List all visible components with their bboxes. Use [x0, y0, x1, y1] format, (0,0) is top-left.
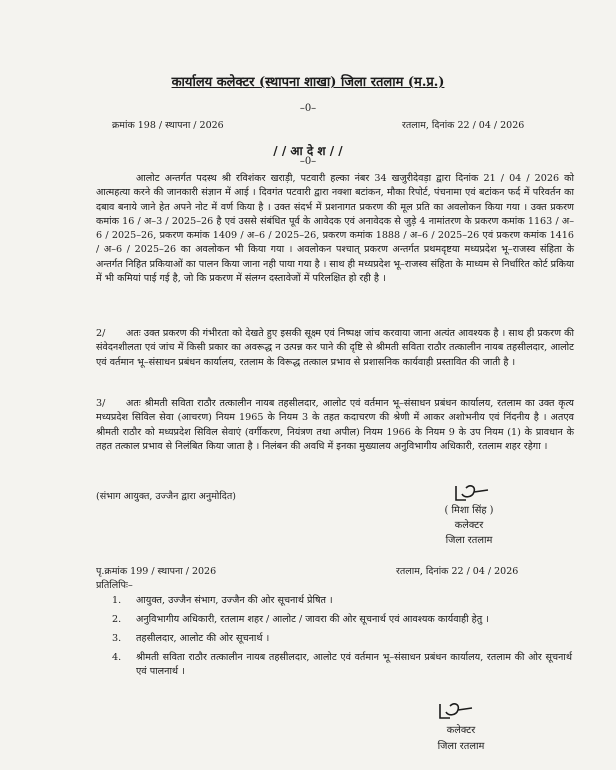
paragraph-3-text: अतः श्रीमती सविता राठौर तत्कालीन नायब तहसीलदार, आलोट एवं वर्तमान भू–संसाधन प्रबंधन कार्यालय, रतलाम का उक्त कृत्य मध्यप्रदेश सिविल सेवा (आचरण) नियम 1965 के नियम 3 के तहत कदाचरण की श्रेणी में आकर अशोभनीय एवं निंदनीय है । अतएव श्रीमती राठौर को मध्यप्रदेश सिविल सेवाएं (वर्गीकरण, नियंत्रण तथा अपील) नियम 1966 के नियम 9 के उप नियम (1) के प्रावधान के तहत तत्काल प्रभाव से निलंबित किया जाता है । निलंबन की अवधि में इनका मुख्यालय अनुविभागीय अधिकारी, रतलाम शहर रहेगा ।	[96, 398, 574, 452]
heading-separator: –0–	[299, 156, 317, 167]
separator-mark: –0–	[299, 103, 317, 114]
order-number: क्रमांक 198 / स्थापना / 2026	[112, 120, 224, 131]
copy-item: 2. अनुविभागीय अधिकारी, रतलाम शहर / आलोट / जावरा की ओर सूचनार्थ एवं आवश्यक कार्यवाही हेतु ।	[112, 614, 489, 625]
signature-scribble	[452, 482, 492, 504]
signatory-district: जिला रतलाम	[445, 535, 493, 546]
signature-scribble	[436, 700, 476, 722]
copy-item: 3. तहसीलदार, आलोट की ओर सूचनार्थ ।	[112, 633, 270, 644]
paragraph-3-number: 3/	[96, 398, 106, 409]
collector-district: जिला रतलाम	[437, 741, 485, 752]
paragraph-2-number: 2/	[96, 328, 106, 339]
copy-list	[112, 594, 572, 684]
paragraph-2	[96, 327, 574, 370]
collector-designation: कलेक्टर	[446, 725, 476, 736]
approval-note: (संभाग आयुक्त, उज्जैन द्वारा अनुमोदित)	[96, 491, 236, 502]
order-heading: / / आ दे श / /	[273, 144, 343, 158]
endorsement-date: रतलाम, दिनांक 22 / 04 / 2026	[396, 566, 519, 577]
paragraph-3	[96, 397, 574, 454]
signatory-designation: कलेक्टर	[454, 520, 484, 531]
copy-item: 4. श्रीमती सविता राठौर तत्कालीन नायब तहसीलदार, आलोट एवं वर्तमान भू–संसाधन प्रबंधन कार्यालय, रतलाम की ओर सूचनार्थ एवं पालनार्थ ।	[112, 652, 572, 677]
office-title: कार्यालय कलेक्टर (स्थापना शाखा) जिला रतलाम (म.प्र.)	[171, 75, 445, 90]
paragraph-1: आलोट अन्तर्गत पदस्थ श्री रविशंकर खराड़ी, पटवारी हल्का नंबर 34 खजुरीदेवड़ा द्वारा दिनांक 21 / 04 / 2026 को आत्महत्या करने की जानकारी संज्ञान में आई । दिवगंत पटवारी द्वारा नक्शा बटांकन, मौका रिपोर्ट, पंचनामा एवं बटांकन फर्द में परिवर्तन का दबाव बनाये जाने हेत अपने नोट में वर्ण किया है । उक्त संदर्भ में प्रशनागत प्रकरण की मूल प्रति का अवलोकन किया गया । उक्त प्रकरण कमांक 16 / अ–3 / 2025–26 है एवं उससे संबंधित पूर्व के आवेदक एवं अनावेदक से जुड़े 4 नामांतरण के प्रकरण कमांक 1163 / अ–6 / 2025–26, प्रकरण कमांक 1409 / अ–6 / 2025–26, प्रकरण कमांक 1888 / अ–6 / 2025–26 एवं प्रकरण कमांक 1416 / अ–6 / 2025–26 का अवलोकन भी किया गया । अवलोकन पश्चात् प्रकरण अन्तर्गत प्रथमदृष्टया मध्यप्रदेश भू–राजस्व संहिता के अन्तर्गत निहित प्रकियाओं का पालन किया जाना नही पाया गया है । साथ ही मध्यप्रदेश भू–राजस्व संहिता के माध्यम से निर्धारित कोर्ट प्रकिया में भी कमियां पाई गई है, जो कि प्रकरण में संलग्न दस्तावेजों में परिलक्षित हो रही है ।	[96, 173, 574, 285]
place-date: रतलाम, दिनांक 22 / 04 / 2026	[402, 120, 525, 131]
endorsement-number: पृ.क्रमांक 199 / स्थापना / 2026	[96, 566, 217, 577]
paragraph-2-text: अतः उक्त प्रकरण की गंभीरता को देखते हुए इसकी सूक्ष्म एवं निष्पक्ष जांच करवाया जाना अत्यंत आवश्यक है । साथ ही प्रकरण की संवेदनशीलता एवं जांच में किसी प्रकार का अवरूद्ध न उत्पन्न कर पाने की दृष्टि से श्रीमती सविता राठौर तत्कालीन नायब तहसीलदार, आलोट एवं वर्तमान भू–संसाधन प्रबंधन कार्यालय, रतलाम के विरूद्ध तत्काल प्रभाव से प्रशासनिक कार्यवाही प्रस्तावित की जाती है ।	[96, 328, 574, 368]
signatory-name: ( मिशा सिंह )	[444, 505, 494, 516]
copy-to-label: प्रतिलिपिः–	[96, 580, 133, 591]
copy-item: 1. आयुक्त, उज्जैन संभाग, उज्जैन की ओर सूचनार्थ प्रेषित ।	[112, 595, 333, 606]
